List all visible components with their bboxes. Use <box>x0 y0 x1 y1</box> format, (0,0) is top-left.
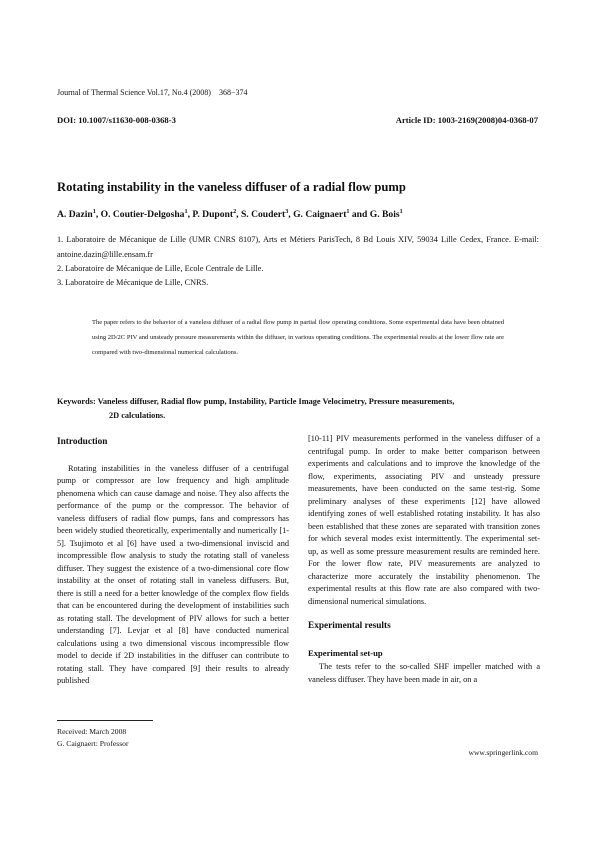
article-id: Article ID: 1003-2169(2008)04-0368-07 <box>395 115 538 125</box>
author-position-note: G. Caignaert: Professor <box>57 739 129 748</box>
footnote-divider <box>57 720 153 721</box>
author-separator: , <box>95 209 101 220</box>
introduction-paragraph-continued: [10-11] PIV measurements performed in the vaneless diffuser of a centrifugal pump. In order to make better comparison between experiments and calculations and to improve the knowledge of the flow, experiments, associating PIV and unsteady pressure measurements, have been conducted on the same test-rig. Some preliminary analyses of these experiments [12] have allowed identifying zones of well established rotating instability. It has also been established that these zones are separated with transition zones for which several modes exist intermittently. The experimental set-up, as well as some pressure measurement results are reminded here. For the lower flow rate, PIV measurements are analyzed to characterize more accurately the instability phenomenon. The experimental results at this flow rate are also compared with two-dimensional numerical simulations. <box>308 434 540 606</box>
author-name: P. Dupont <box>192 209 234 220</box>
abstract: The paper refers to the behavior of a vaneless diffuser of a radial flow pump in partial flow operating conditions. Some experimental data have been obtained using 2D/2C PIV and unsteady pressure measurements within the diffuser, in various operating conditions. The experimental results at the lower flow rate are compared with two-dimensional numerical calculations. <box>92 319 504 356</box>
journal-name: Journal of Thermal Science Vol.17, No.4 (2008) <box>57 88 211 97</box>
author-affiliation-mark: 2 <box>233 208 237 215</box>
keywords-line-continued: 2D calculations. <box>109 411 166 420</box>
author-name: G. Caignaert <box>293 209 347 220</box>
author-affiliation-mark: 3 <box>285 208 289 215</box>
author-separator: , <box>236 209 241 220</box>
journal-citation <box>57 88 248 97</box>
introduction-paragraph: Rotating instabilities in the vaneless diffuser of a centrifugal pump or compressor are low frequency and high amplitude phenomena which can cause damage and noise. They also affects the performance of the pump or the compressor. The behavior of vaneless diffusers of radial flow pumps, fans and compressors has been widely studied theoretically, experimentally and numerically [1-5]. Tsujimoto et al [6] have used a two-dimensional inviscid and incompressible flow analysis to study the rotating stall of vaneless diffuser. They suggest the existence of a two-dimensional core flow instability at the onset of rotating stall in vaneless diffusers. But, there is still a need for a better knowledge of the complex flow fields that can be encountered during the development of instabilities such as rotating stall. The development of PIV allows for such a better understanding [7]. Levjar et al [8] have conducted numerical calculations using a two dimensional viscous incompressible flow model to decide if 2D instabilities in the diffuser can contribute to rotating stall. They have compared [9] their results to already published <box>57 463 289 685</box>
doi-label[interactable]: DOI: 10.1007/s11630-008-0368-3 <box>57 115 176 125</box>
author-separator: , <box>187 209 193 220</box>
affiliation-3: 3. Laboratoire de Mécanique de Lille, CNRS. <box>57 278 209 287</box>
experimental-setup-paragraph: The tests refer to the so-called SHF impeller matched with a vaneless diffuser. They have been made in air, on a <box>308 662 540 684</box>
author-name: A. Dazin <box>57 209 93 220</box>
author-separator: and <box>349 209 370 220</box>
author-affiliation-mark: 1 <box>346 208 350 215</box>
author-name: S. Coudert <box>240 209 286 220</box>
author-name: O. Coutier-Delgosha <box>100 209 185 220</box>
affiliation-2: 2. Laboratoire de Mécanique de Lille, Ecole Centrale de Lille. <box>57 264 264 273</box>
author-affiliation-mark: 1 <box>184 208 188 215</box>
author-affiliation-mark: 1 <box>399 208 403 215</box>
author-affiliation-mark: 1 <box>92 208 96 215</box>
author-list <box>57 208 403 220</box>
received-date: Received: March 2008 <box>57 727 127 736</box>
subsection-heading-experimental-setup: Experimental set-up <box>308 647 383 658</box>
author-name: G. Bois <box>369 209 400 220</box>
right-column <box>308 433 540 686</box>
author-separator: , <box>288 209 294 220</box>
publisher-url[interactable]: www.springerlink.com <box>468 748 538 757</box>
left-column <box>57 436 289 688</box>
keywords-line: Keywords: Vaneless diffuser, Radial flow pump, Instability, Particle Image Velocimetry, Pressure measurements, <box>57 397 455 406</box>
section-heading-introduction: Introduction <box>57 437 108 447</box>
paper-title: Rotating instability in the vaneless diffuser of a radial flow pump <box>57 180 406 194</box>
section-heading-experimental-results: Experimental results <box>308 621 391 631</box>
journal-pages: 368−374 <box>218 88 248 97</box>
affiliation-1: 1. Laboratoire de Mécanique de Lille (UMR CNRS 8107), Arts et Métiers ParisTech, 8 Bd Louis XIV, 59034 Lille Cedex, France. E-mail: antoine.dazin@lille.ensam.fr <box>57 235 539 259</box>
keywords <box>57 395 539 423</box>
